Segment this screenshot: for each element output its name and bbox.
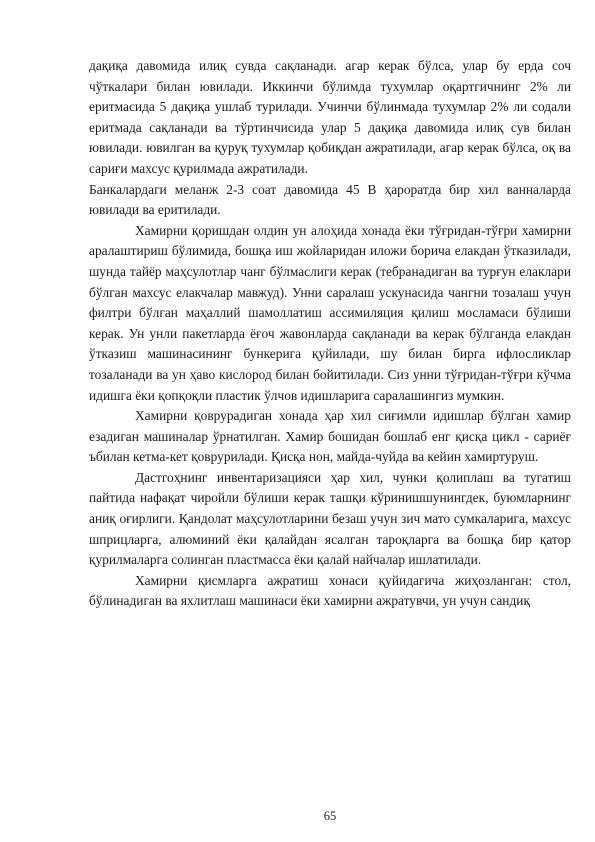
document-page	[89, 56, 571, 612]
paragraph-4: Хамирни қоврурадиган хонада ҳар хил сиғимли идишлар бўлган хамир езадиган машиналар ўрнатилган. Хамир бошидан бошлаб енг қисқа цикл - сариёғ ъбилан кетма-кет қоврурилади. Қисқа нон, майда-чуйда ва кейин хамиртуруш.	[89, 408, 571, 465]
paragraph-1: дақиқа давомида илиқ сувда сақланади. агар керак бўлса, улар бу ерда соч чўткалари билан ювилади. Иккинчи бўлимда тухумлар оқартгичнинг 2% ли еритмасида 5 дақиқа ушлаб турилади. Учинчи бўлинмада тухумлар 2% ли содали еритмада сақланади ва тўртинчисида улар 5 дақиқа давомида илиқ сув билан ювилади. ювилган ва қуруқ тухумлар қобиқдан ажратилади, агар керак бўлса, оқ ва сариғи махсус қурилмада ажратилади.	[89, 58, 571, 176]
paragraph-3: Хамирни қоришдан олдин ун алоҳида хонада ёки тўғридан-тўғри хамирни аралаштириш бўлимида, бошқа иш жойларидан иложи борича елакдан ўтказилади, шунда тайёр маҳсулотлар чанг бўлмаслиги керак (тебранадиган ва турғун елаклари бўлган махсус елакчалар мавжуд). Унни саралаш ускунасида чангни тозалаш учун филтри бўлган маҳаллий шамоллатиш ассимиляция қилиш мосламаси бўлиши керак. Ун унли пакетларда ёғоч жавонларда сақланади ва керак бўлганда елакдан ўтказиш машинасининг бункерига қуйилади, шу билан бирга ифлосликлар тозаланади ва ун ҳаво кислород билан бойитилади. Сиз унни тўғридан-тўғри кўчма идишга ёки қопқоқли пластик ўлчов идишларига саралашингиз мумкин.	[89, 222, 571, 403]
paragraph-2: Банкалардаги меланж 2-3 соат давомида 45 B ҳароратда бир хил ванналарда ювилади ва еритилади.	[89, 181, 571, 218]
paragraph-6: Хамирни қисмларга ажратиш хонаси қуйидагича жиҳозланган: стол, бўлинадиган ва яхлитлаш машинаси ёки хамирни ажратувчи, ун учун сандиқ	[89, 572, 571, 609]
paragraph-5: Дастгоҳнинг инвентаризацияси ҳар хил, чунки қолиплаш ва тугатиш пайтида нафақат чиройли бўлиши керак ташқи кўринишшунингдек, буюмларнинг аниқ оғирлиги. Қандолат маҳсулотларини безаш учун зич мато сумкаларига, махсус шприцларга, алюминий ёки қалайдан ясалган тароқларга ва бошқа бир қатор қурилмаларга солинган пластмасса ёки қалай найчалар ишлатилади.	[89, 469, 571, 568]
page-number: 65	[323, 809, 337, 823]
